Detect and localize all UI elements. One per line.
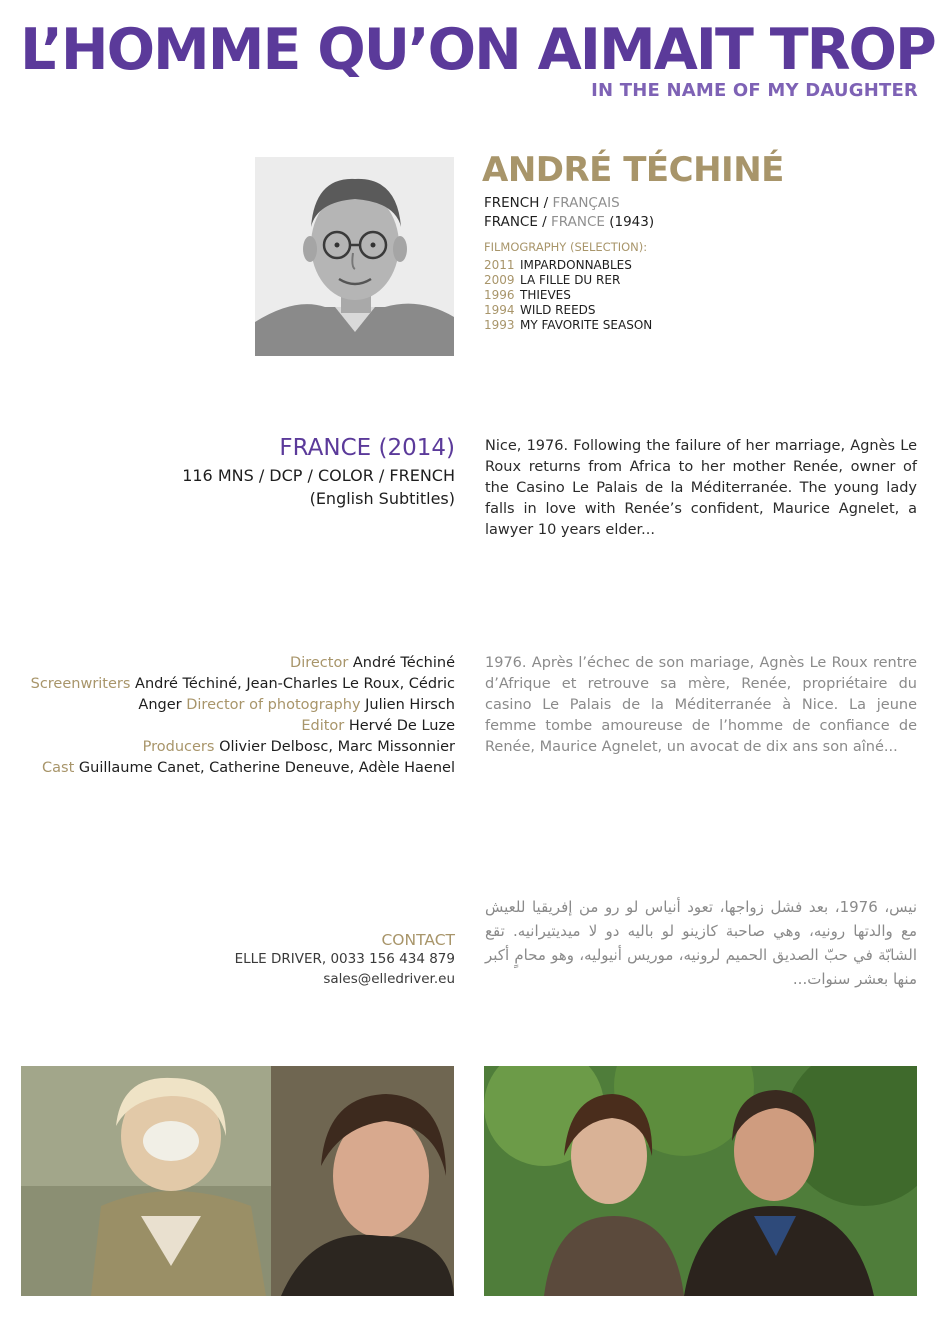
filmography-item — [484, 303, 652, 318]
country-fr: FRANCE — [551, 214, 605, 230]
film-still-1 — [21, 1066, 454, 1296]
still-photo — [484, 1066, 917, 1296]
filmography-item — [484, 288, 652, 303]
film-country-year: FRANCE (2014) — [279, 435, 455, 461]
contact-email[interactable]: sales@elledriver.eu — [323, 971, 455, 987]
director-country — [484, 213, 654, 232]
credit-value: André Téchiné — [352, 655, 455, 671]
contact-heading: CONTACT — [381, 931, 455, 949]
film-title: L’HOMME QU’ON AIMAIT TROP — [20, 17, 935, 83]
film-tech-specs — [182, 464, 455, 510]
film-name: IMPARDONNABLES — [520, 258, 632, 272]
credit-value: Julien Hirsch — [365, 697, 455, 713]
credit-value: Guillaume Canet, Catherine Deneuve, Adèle Haenel — [78, 760, 455, 776]
credit-label: Screenwriters — [30, 676, 131, 692]
filmography-list — [484, 258, 652, 333]
credit-label: Cast — [42, 760, 75, 776]
filmography-item — [484, 318, 652, 333]
film-year: 1993 — [484, 318, 515, 332]
synopsis-english: Nice, 1976. Following the failure of her marriage, Agnès Le Roux returns from Africa to her mother Renée, owner of the Casino Le Palais de la Méditerranée. The young lady falls in love with Renée’s confident, Maurice Agnelet, a lawyer 10 years elder... — [485, 438, 917, 538]
credit-screenwriters-dop — [15, 674, 455, 716]
synopsis-arabic: نيس، 1976، بعد فشل زواجها، تعود أنياس لو رو من إفريقيا للعيش مع والدتها رونيه، وهي صاحبة كازينو لو باليه دو لا ميديتيرانيه. تقع الشابّة في حبّ الصديق الحميم لرونيه، موريس أنيوليه، وهو محامٍ أكبر منها بعشر سنوات... — [485, 898, 918, 988]
nationality-en: FRENCH — [484, 195, 540, 211]
film-name: MY FAVORITE SEASON — [520, 318, 653, 332]
director-name: ANDRÉ TÉCHINÉ — [482, 150, 784, 190]
credit-value: Hervé De Luze — [348, 718, 455, 734]
film-name: LA FILLE DU RER — [520, 273, 621, 287]
portrait-photo — [255, 157, 454, 356]
credit-label: Director of photography — [186, 697, 361, 713]
credit-director — [15, 653, 455, 674]
film-name: WILD REEDS — [520, 303, 596, 317]
film-year: 1996 — [484, 288, 515, 302]
credit-producers — [15, 737, 455, 758]
credit-editor — [15, 716, 455, 737]
credit-value: André Téchiné, Jean-Charles Le Roux, Cédric Anger — [135, 676, 455, 713]
credit-label: Director — [290, 655, 349, 671]
filmography-item — [484, 258, 652, 273]
credit-cast — [15, 758, 455, 779]
filmography-item — [484, 273, 652, 288]
contact-company-phone: ELLE DRIVER, 0033 156 434 879 — [234, 951, 455, 967]
separator: / — [539, 195, 553, 211]
birth-year: (1943) — [609, 214, 655, 230]
director-portrait — [255, 157, 454, 356]
still-photo — [21, 1066, 454, 1296]
credit-value: Olivier Delbosc, Marc Missonnier — [219, 739, 455, 755]
country-en: FRANCE — [484, 214, 538, 230]
film-name: THIEVES — [520, 288, 571, 302]
film-still-2 — [484, 1066, 917, 1296]
synopsis-french: 1976. Après l’échec de son mariage, Agnès Le Roux rentre d’Afrique et retrouve sa mère, Renée, propriétaire du casino Le Palais de la Méditerranée à Nice. La jeune femme tombe amoureuse de l’homme de confiance de Renée, Maurice Agnelet, un avocat de dix ans son aîné... — [485, 655, 917, 755]
film-year: 2011 — [484, 258, 515, 272]
credits-block — [15, 653, 455, 779]
tech-specs-line: 116 MNS / DCP / COLOR / FRENCH — [182, 466, 455, 485]
filmography-heading: FILMOGRAPHY (SELECTION): — [484, 240, 648, 254]
director-nationality — [484, 194, 620, 213]
film-year: 1994 — [484, 303, 515, 317]
credit-label: Producers — [142, 739, 215, 755]
film-year: 2009 — [484, 273, 515, 287]
subtitles-line: (English Subtitles) — [309, 489, 455, 508]
separator: / — [537, 214, 552, 230]
film-english-title: IN THE NAME OF MY DAUGHTER — [591, 80, 918, 101]
credit-label: Editor — [301, 718, 345, 734]
nationality-fr: FRANÇAIS — [552, 195, 620, 211]
